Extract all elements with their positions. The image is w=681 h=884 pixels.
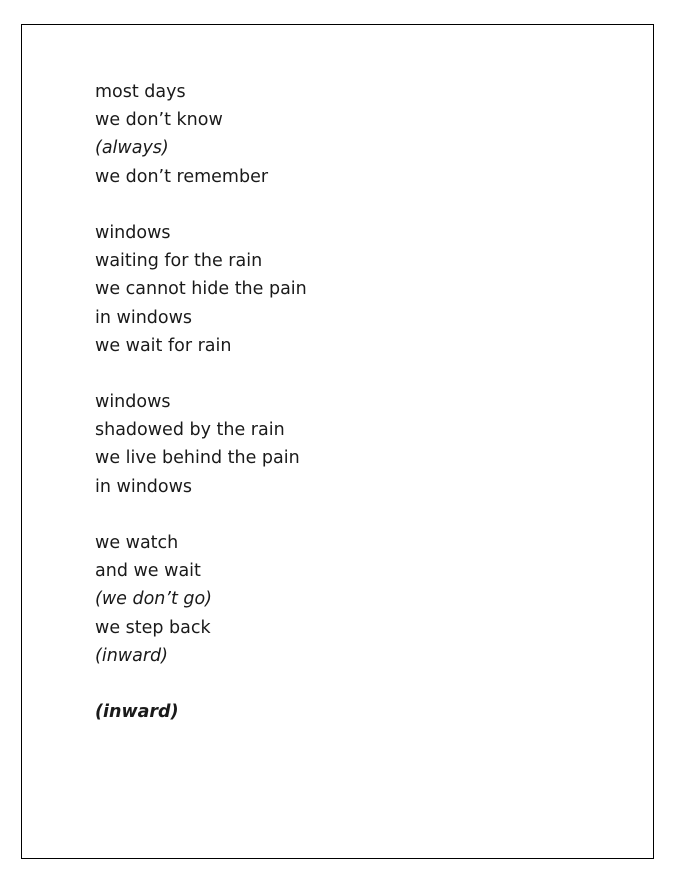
stanza-break <box>95 670 595 698</box>
stanza-2 <box>95 219 595 360</box>
poem-line-aside: (always) <box>95 138 169 159</box>
poem-line: and we wait <box>95 561 201 582</box>
poem-line: we cannot hide the pain <box>95 279 307 300</box>
poem-line: windows <box>95 392 171 413</box>
poem-line: windows <box>95 222 171 243</box>
stanza-break <box>95 360 595 388</box>
poem-line: most days <box>95 82 186 102</box>
stanza-break <box>95 191 595 219</box>
document-page <box>21 24 654 859</box>
poem-line-aside: (we don’t go) <box>95 589 213 610</box>
poem-line: in windows <box>95 307 193 328</box>
poem-line: in windows <box>95 476 193 497</box>
poem-line: we step back <box>95 617 211 638</box>
stanza-3 <box>95 388 595 501</box>
poem <box>95 78 595 726</box>
poem-line: shadowed by the rain <box>95 420 285 441</box>
poem-line: we don’t know <box>95 110 223 131</box>
poem-line: we watch <box>95 533 179 553</box>
poem-line: we wait for rain <box>95 335 232 356</box>
stanza-4 <box>95 529 595 670</box>
poem-line: we don’t remember <box>95 166 269 187</box>
poem-line: waiting for the rain <box>95 251 263 272</box>
poem-final-line: (inward) <box>95 702 179 723</box>
stanza-break <box>95 501 595 529</box>
poem-line-aside: (inward) <box>95 645 168 666</box>
stanza-1 <box>95 78 595 191</box>
poem-line: we live behind the pain <box>95 448 300 469</box>
